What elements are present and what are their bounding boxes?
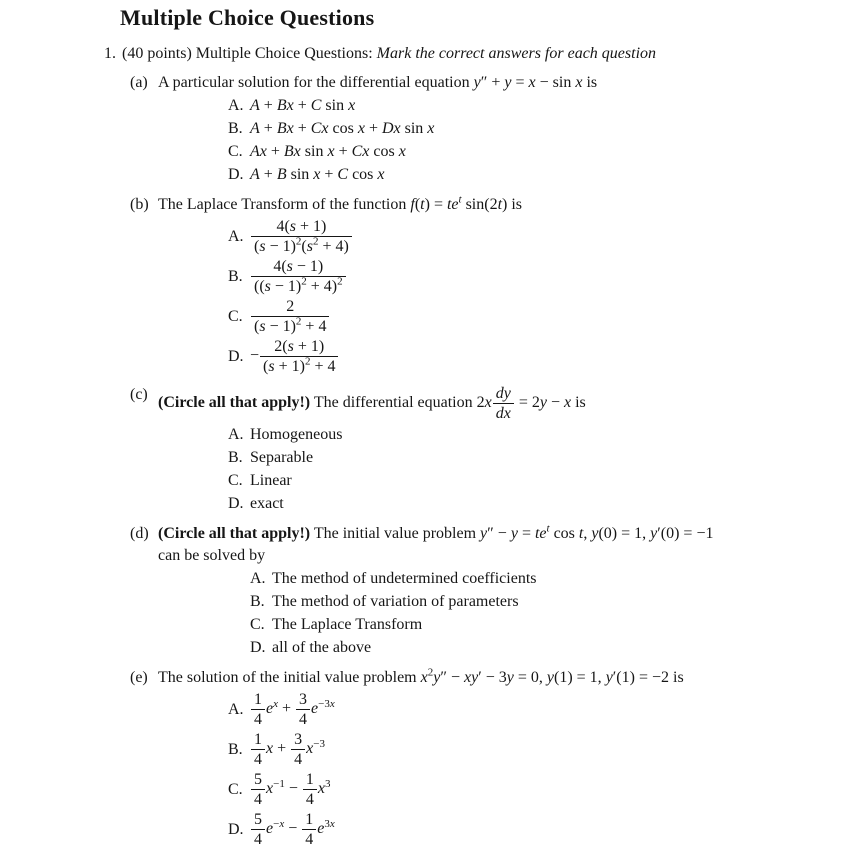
option-content: A + Bx + C sin x <box>250 97 356 114</box>
option-label: A. <box>228 227 244 245</box>
part-prompt: The solution of the initial value problem $x^2y'' - xy' - 3y = 0$, y(1) = 1, y′(1) = −2 is <box>158 666 684 686</box>
option-content: Ax + Bx sin x + Cx cos x <box>250 143 406 160</box>
answer-option <box>228 217 818 256</box>
option-content: A + Bx + Cx cos x + Dx sin x <box>250 120 435 137</box>
option-content: $\frac{5}{4}$ $x^{-1}$ − $\frac{1}{4}$ $x^3$ <box>250 770 818 809</box>
part-body <box>158 523 818 660</box>
part-prompt: The Laplace Transform of the function $f(t) = te^t$ sin(2t) is <box>158 193 523 213</box>
option-label: C. <box>228 143 243 160</box>
part-label: (d) <box>130 525 149 542</box>
question-part <box>130 72 818 187</box>
option-list <box>158 690 818 849</box>
part-label: (a) <box>130 74 148 91</box>
option-label: C. <box>250 616 265 633</box>
option-content: $\frac{4(s - 1)}{((s - 1)^2 + 4)^2}$ <box>250 257 818 296</box>
option-list <box>158 95 818 186</box>
answer-option <box>228 95 818 117</box>
option-content: Separable <box>250 449 314 466</box>
answer-option <box>228 337 818 376</box>
part-body <box>158 194 818 377</box>
option-label: B. <box>228 740 243 758</box>
option-content: $\frac{1}{4}$ $e^x$ + $\frac{3}{4}$ $e^{-3x}$ <box>250 690 818 729</box>
question-part <box>130 384 818 516</box>
answer-option <box>228 257 818 296</box>
answer-option <box>228 447 818 469</box>
option-content: $\frac{1}{4}$ x + $\frac{3}{4}$ $x^{-3}$ <box>250 730 818 769</box>
part-prompt: (Circle all that apply!) The differential equation 2x $\frac{dy}{dx}$ = 2y − x is <box>158 385 586 422</box>
option-label: C. <box>228 472 243 489</box>
answer-option <box>228 424 818 446</box>
option-label: A. <box>228 97 244 114</box>
question-part <box>130 667 818 850</box>
option-label: A. <box>228 426 244 443</box>
answer-option <box>228 730 818 769</box>
part-body <box>158 667 818 850</box>
option-content: Homogeneous <box>250 426 343 443</box>
option-label: B. <box>250 593 265 610</box>
option-label: A. <box>228 700 244 718</box>
option-content: Linear <box>250 472 292 489</box>
option-list <box>158 217 818 376</box>
part-label: (e) <box>130 669 148 686</box>
option-content: $\frac{4(s + 1)}{(s - 1)^2(s^2 + 4)}$ <box>250 217 818 256</box>
option-list <box>158 568 818 659</box>
question-body <box>122 43 818 850</box>
option-label: B. <box>228 449 243 466</box>
answer-option <box>228 164 818 186</box>
question-1 <box>104 43 818 850</box>
option-content: The Laplace Transform <box>272 616 423 633</box>
option-label: B. <box>228 267 243 285</box>
question-header: (40 points) Multiple Choice Questions: Mark the correct answers for each question <box>122 45 657 62</box>
part-prompt: A particular solution for the differential equation y″ + y = x − sin x is <box>158 74 598 91</box>
option-label: C. <box>228 780 243 798</box>
part-body <box>158 384 818 516</box>
answer-option <box>228 141 818 163</box>
part-prompt: (Circle all that apply!) The initial value problem $y'' - y = te^t$ cos t, y(0) = 1, y′(0) = −1 can be solved by <box>158 522 714 564</box>
option-label: D. <box>250 639 266 656</box>
answer-option <box>228 770 818 809</box>
option-content: A + B sin x + C cos x <box>250 166 385 183</box>
question-number: 1. <box>104 45 116 62</box>
option-label: B. <box>228 120 243 137</box>
part-label: (b) <box>130 196 149 213</box>
answer-option <box>228 297 818 336</box>
question-part <box>130 523 818 660</box>
option-label: D. <box>228 347 244 365</box>
page-title: Multiple Choice Questions <box>120 5 375 30</box>
answer-option <box>228 118 818 140</box>
option-label: D. <box>228 495 244 512</box>
answer-option <box>250 614 818 636</box>
answer-option <box>228 690 818 729</box>
answer-option <box>250 591 818 613</box>
option-label: D. <box>228 166 244 183</box>
option-content: The method of undetermined coefficients <box>272 570 537 587</box>
question-part <box>130 194 818 377</box>
option-content: The method of variation of parameters <box>272 593 519 610</box>
option-content: $\frac{2}{(s - 1)^2 + 4}$ <box>250 297 818 336</box>
option-content: $\frac{5}{4}$ $e^{-x}$ − $\frac{1}{4}$ $e^{3x}$ <box>250 810 818 849</box>
option-label: A. <box>250 570 266 587</box>
answer-option <box>228 470 818 492</box>
answer-option <box>250 637 818 659</box>
parts <box>122 72 818 850</box>
answer-option <box>228 810 818 849</box>
option-label: D. <box>228 820 244 838</box>
option-list <box>158 424 818 515</box>
part-body <box>158 72 818 187</box>
option-content: exact <box>250 495 284 512</box>
option-label: C. <box>228 307 243 325</box>
option-content: − $\frac{2(s + 1)}{(s + 1)^2 + 4}$ <box>250 337 818 376</box>
answer-option <box>250 568 818 590</box>
option-content: all of the above <box>272 639 372 656</box>
part-label: (c) <box>130 386 148 403</box>
answer-option <box>228 493 818 515</box>
